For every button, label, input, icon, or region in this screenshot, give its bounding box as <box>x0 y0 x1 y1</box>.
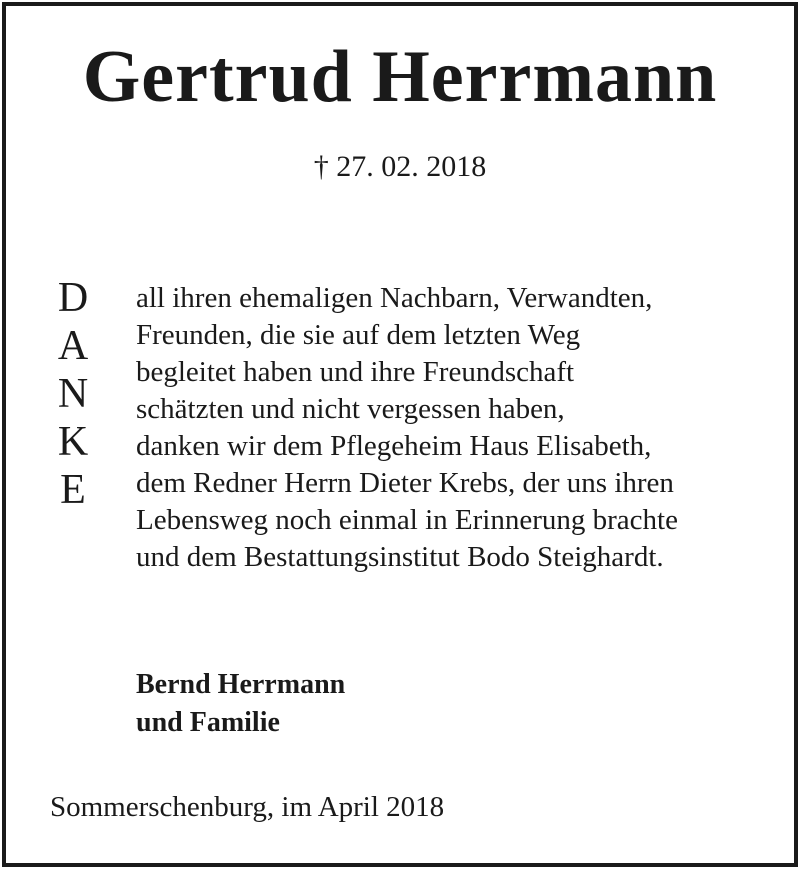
deceased-name: Gertrud Herrmann <box>82 36 718 118</box>
signature-line: und Familie <box>136 707 280 738</box>
message-line: und dem Bestattungsinstitut Bodo Steighardt. <box>136 541 664 573</box>
signature-block <box>136 666 345 742</box>
message-line: dem Redner Herrn Dieter Krebs, der uns ihren <box>136 467 674 499</box>
message-line: begleitet haben und ihre Freundschaft <box>136 356 575 388</box>
thank-you-message <box>136 280 776 576</box>
death-date: † 27. 02. 2018 <box>313 150 487 183</box>
danke-letter: A <box>57 323 89 369</box>
danke-vertical-word <box>50 274 96 514</box>
message-line: all ihren ehemaligen Nachbarn, Verwandten, <box>136 282 653 314</box>
message-line: Freunden, die sie auf dem letzten Weg <box>136 319 581 351</box>
danke-letter: D <box>57 275 89 321</box>
danke-letter: N <box>57 371 89 417</box>
place-and-date: Sommerschenburg, im April 2018 <box>50 791 445 823</box>
danke-letter: E <box>60 467 86 513</box>
message-line: schätzten und nicht vergessen haben, <box>136 393 565 425</box>
message-line: danken wir dem Pflegeheim Haus Elisabeth, <box>136 430 652 462</box>
obituary-notice <box>2 2 798 867</box>
message-line: Lebensweg noch einmal in Erinnerung brachte <box>136 504 678 536</box>
danke-letter: K <box>57 419 89 465</box>
signature-line: Bernd Herrmann <box>136 669 346 700</box>
